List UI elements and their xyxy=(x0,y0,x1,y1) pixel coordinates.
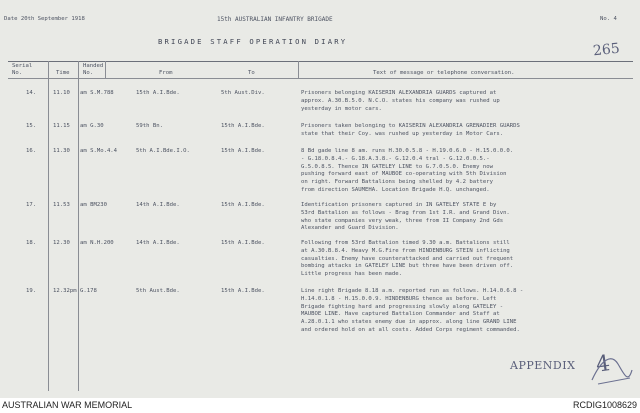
row-handed: am N.H.200 xyxy=(80,240,114,246)
row-text-line: Brigade fighting hard and progressing slowly along GATELEY - xyxy=(301,303,504,310)
row-text-line: on right. Forward Battalions being shelled by 4.2 battery xyxy=(301,179,493,186)
row-text-line: approx. A.30.B.5.0. N.C.O. states his company was rushed up xyxy=(301,97,500,104)
row-from: 5th A.I.Bde.I.O. xyxy=(136,148,190,154)
row-time: 11.53 xyxy=(53,202,70,208)
row-text-line: MAUBOE LINE. Have captured Battalion Commander and Staff at xyxy=(301,311,500,318)
row-text-line: A.28.0.1.1 who states enemy due in approx. along line GRAND LINE xyxy=(301,319,517,326)
column-header-from: From xyxy=(159,70,173,76)
row-handed: am BM230 xyxy=(80,202,107,208)
row-text-line: casualties. Enemy have counterattacked and carried out frequent xyxy=(301,255,514,262)
table-header-rule xyxy=(8,78,633,79)
column-divider xyxy=(298,61,299,79)
column-header-to: To xyxy=(248,70,255,76)
row-handed: G.178 xyxy=(80,288,97,294)
appendix-handwritten: APPENDIX xyxy=(510,359,576,372)
diary-number: No. 4 xyxy=(600,16,617,22)
row-text-line: state that their Coy. was rushed up yesterday in Motor Cars. xyxy=(301,130,504,137)
diary-title: BRIGADE STAFF OPERATION DIARY xyxy=(158,37,348,46)
row-from: 14th A.I.Bde. xyxy=(136,202,180,208)
row-time: 11.15 xyxy=(53,123,70,129)
row-time: 11.30 xyxy=(53,148,70,154)
diary-date: Date 20th September 1918 xyxy=(4,16,85,22)
row-to: 5th Aust.Div. xyxy=(221,90,265,96)
row-serial: 18. xyxy=(26,240,37,246)
table-top-rule xyxy=(8,61,633,62)
archive-footer xyxy=(0,398,640,413)
row-text-line: Prisoners belonging KAISERIN ALEXANDRIA GUARDS captured at xyxy=(301,90,497,96)
row-serial: 16. xyxy=(26,148,37,154)
row-text-line: pushing forward east of MAUBOE co-operating with 5th Division xyxy=(301,171,507,178)
row-serial: 17. xyxy=(26,202,37,208)
row-text-line: 53rd Battalion as follows - Brag from 1st I.R. and Grand Divn. xyxy=(301,209,510,216)
row-handed: am G.30 xyxy=(80,123,104,129)
row-text-line: H.14.0.1.8 - H.15.0.0.9. HINDENBURG thence as before. Left xyxy=(301,295,497,302)
row-time: 12.30 xyxy=(53,240,70,246)
row-text-line: who state companies very weak, three from II Company 2nd Gds xyxy=(301,217,504,224)
row-handed: am S.Mo.4.4 xyxy=(80,148,118,154)
row-time: 11.10 xyxy=(53,90,70,96)
row-text-line: at A.30.B.8.4. Heavy M.G.Fire from HINDENBURG STEIN inflicting xyxy=(301,247,510,254)
row-text-line: Line right Brigade 8.18 a.m. reported run as follows. H.14.0.6.8 - xyxy=(301,288,524,294)
row-text-line: Following from 53rd Battalion timed 9.30 a.m. Battalions still xyxy=(301,240,510,246)
archive-name: AUSTRALIAN WAR MEMORIAL xyxy=(2,400,133,410)
row-time: 12.32pm xyxy=(53,288,77,294)
row-text-line: - G.18.0.8.4.- G.18.A.3.8.- G.12.0.4 tral - G.12.0.0.5.- xyxy=(301,155,490,162)
row-text-line: bombing attacks in GATELEY LINE but three have been driven off. xyxy=(301,263,514,270)
row-text-line: Little progress has been made. xyxy=(301,271,403,278)
brigade-name: 15th AUSTRALIAN INFANTRY BRIGADE xyxy=(217,16,333,23)
record-id: RCDIG1008629 xyxy=(572,400,637,410)
row-text-line: from direction SAUMEHA. Location Brigade H.Q. unchanged. xyxy=(301,187,490,193)
row-text-line: G.5.0.8.5. Thence IN GATELEY LINE to G.7.0.5.0. Enemy now xyxy=(301,163,493,170)
row-text-line: Alexander and Guard Division. xyxy=(301,225,399,232)
column-divider xyxy=(78,61,79,391)
column-header-serial: Serial No. xyxy=(12,63,33,76)
page-number-handwritten: 265 xyxy=(592,40,621,60)
row-serial: 15. xyxy=(26,123,37,129)
row-handed: am S.M.788 xyxy=(80,90,114,96)
row-text-line: Identification prisoners captured in IN GATELEY STATE E by xyxy=(301,202,497,208)
row-from: 5th Aust.Bde. xyxy=(136,288,180,294)
pen-scribble-icon xyxy=(588,350,636,390)
row-text-line: 8 Bd gade line 8 am. runs H.30.0.5.8 - H.19.0.6.0 - H.15.0.0.0. xyxy=(301,148,514,154)
row-text-line: and ordered hold on at all costs. Added Corps regiment commanded. xyxy=(301,327,520,333)
row-text-line: Prisoners taken belonging to KAISERIN ALEXANDRIA GRENADIER GUARDS xyxy=(301,123,520,129)
row-to: 15th A.I.Bde. xyxy=(221,148,265,154)
column-header-time: Time xyxy=(56,70,70,76)
column-divider xyxy=(105,61,106,79)
column-header-handed: Handed No. xyxy=(83,63,104,76)
row-serial: 19. xyxy=(26,288,37,294)
row-from: 14th A.I.Bde. xyxy=(136,240,180,246)
column-header-text: Text of message or telephone conversation. xyxy=(373,70,515,76)
row-from: 59th Bn. xyxy=(136,123,163,129)
row-from: 15th A.I.Bde. xyxy=(136,90,180,96)
row-to: 15th A.I.Bde. xyxy=(221,202,265,208)
row-to: 15th A.I.Bde. xyxy=(221,240,265,246)
row-text-line: yesterday in motor cars. xyxy=(301,105,382,112)
appendix-number-handwritten: 4 xyxy=(594,351,612,378)
column-divider xyxy=(48,61,49,391)
row-to: 15th A.I.Bde. xyxy=(221,123,265,129)
row-to: 15th A.I.Bde. xyxy=(221,288,265,294)
row-serial: 14. xyxy=(26,90,37,96)
